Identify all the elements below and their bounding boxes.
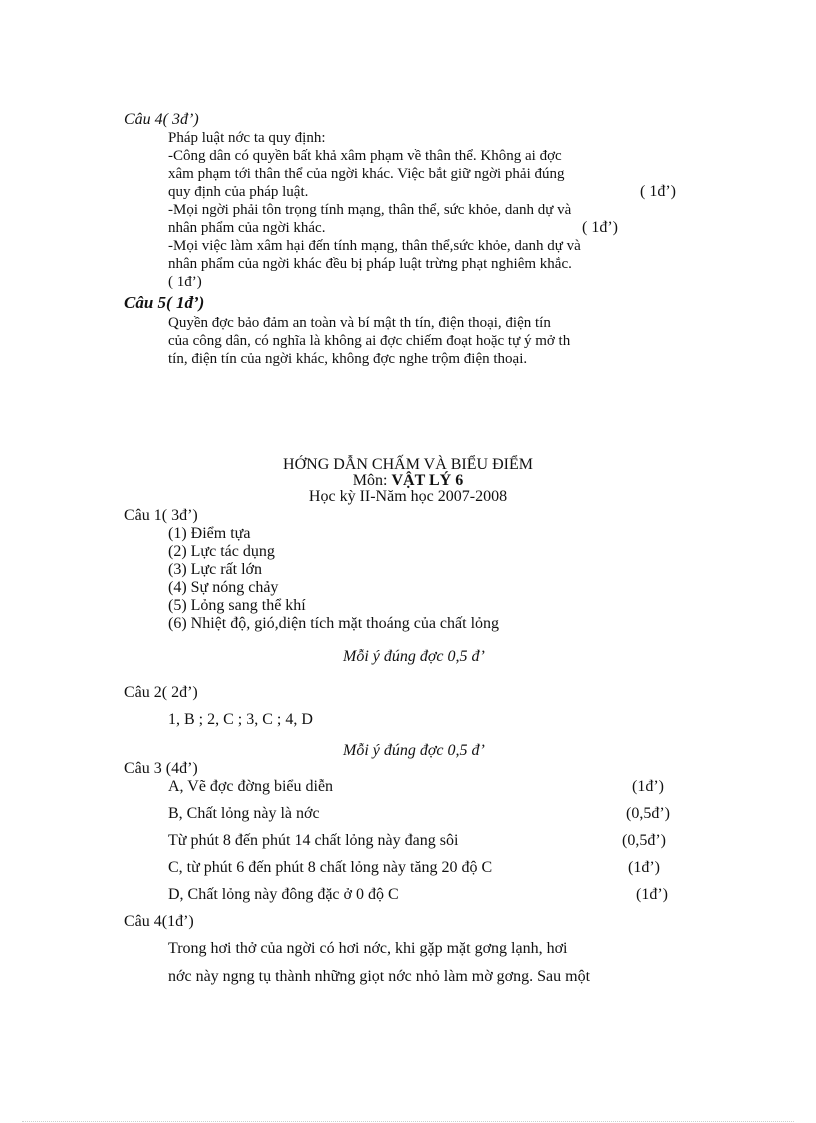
c1-item-6: (6) Nhiệt độ, gió,diện tích mặt thoáng của chất lỏng — [168, 615, 500, 632]
c3-line-c: C, từ phút 6 đến phút 8 chất lỏng này tăng 20 độ C — [168, 859, 493, 876]
page-bottom-border — [22, 1121, 794, 1122]
c3-line-a: A, Vẽ đợc đờng biểu diễn — [168, 778, 334, 795]
q4-points-2: ( 1đ’) — [582, 219, 618, 236]
q4-line-5: -Mọi ngời phải tôn trọng tính mạng, thân thể, sức khỏe, danh dự và — [168, 202, 572, 218]
subject-name: VẬT LÝ 6 — [391, 472, 464, 489]
c3-points-d: (1đ’) — [636, 886, 668, 903]
q4-line-9: ( 1đ’) — [168, 274, 202, 290]
q4-line-1: Pháp luật nớc ta quy định: — [168, 130, 326, 146]
q4-line-2: -Công dân có quyền bất khả xâm phạm về thân thể. Không ai đợc — [168, 148, 562, 164]
c3-line-b2: Từ phút 8 đến phút 14 chất lỏng này đang sôi — [168, 832, 459, 849]
c4-heading: Câu 4(1đ’) — [124, 913, 194, 930]
term-line: Học kỳ II-Năm học 2007-2008 — [308, 488, 508, 505]
c4-line-1: Trong hơi thở của ngời có hơi nớc, khi gặp mặt gơng lạnh, hơi — [168, 940, 568, 957]
q4-line-4: quy định của pháp luật. — [168, 184, 309, 200]
c1-item-3: (3) Lực rất lớn — [168, 561, 262, 578]
c2-heading: Câu 2( 2đ’) — [124, 684, 198, 701]
subject-label: Môn: — [352, 472, 392, 489]
q5-heading: Câu 5( 1đ’) — [124, 293, 205, 312]
c3-line-b: B, Chất lỏng này là nớc — [168, 805, 320, 822]
c1-item-1: (1) Điểm tựa — [168, 525, 251, 542]
guide-title: HỚNG DẪN CHẤM VÀ BIỂU ĐIỂM — [283, 456, 533, 473]
c1-item-4: (4) Sự nóng chảy — [168, 579, 279, 596]
q4-line-6: nhân phẩm của ngời khác. — [168, 220, 326, 236]
q4-line-8: nhân phẩm của ngời khác đều bị pháp luật trừng phạt nghiêm khắc. — [168, 256, 572, 272]
q4-line-7: -Mọi việc làm xâm hại đến tính mạng, thân thể,sức khỏe, danh dự và — [168, 238, 581, 254]
q4-points-1: ( 1đ’) — [640, 183, 676, 200]
c2-scoring-note: Mỗi ý đúng đợc 0,5 đ’ — [343, 742, 485, 759]
c1-heading: Câu 1( 3đ’) — [124, 507, 198, 524]
c3-points-c: (1đ’) — [628, 859, 660, 876]
q4-heading: Câu 4( 3đ’) — [124, 111, 199, 128]
c1-item-2: (2) Lực tác dụng — [168, 543, 275, 560]
c1-item-5: (5) Lỏng sang thể khí — [168, 597, 306, 614]
c3-points-b: (0,5đ’) — [626, 805, 670, 822]
c3-points-b2: (0,5đ’) — [622, 832, 666, 849]
c3-points-a: (1đ’) — [632, 778, 664, 795]
c3-line-d: D, Chất lỏng này đông đặc ở 0 độ C — [168, 886, 399, 903]
c3-heading: Câu 3 (4đ’) — [124, 760, 198, 777]
q5-line-1: Quyền đợc bảo đảm an toàn và bí mật th tín, điện thoại, điện tín — [168, 315, 551, 331]
q5-line-3: tín, điện tín của ngời khác, không đợc nghe trộm điện thoại. — [168, 351, 528, 367]
q4-line-3: xâm phạm tới thân thể của ngời khác. Việc bắt giữ ngời phải đúng — [168, 166, 565, 182]
c1-scoring-note: Mỗi ý đúng đợc 0,5 đ’ — [343, 648, 485, 665]
c2-answer: 1, B ; 2, C ; 3, C ; 4, D — [168, 711, 313, 728]
q5-line-2: của công dân, có nghĩa là không ai đợc chiếm đoạt hoặc tự ý mở th — [168, 333, 571, 349]
c4-line-2: nớc này ngng tụ thành những giọt nớc nhỏ làm mờ gơng. Sau một — [168, 968, 591, 985]
